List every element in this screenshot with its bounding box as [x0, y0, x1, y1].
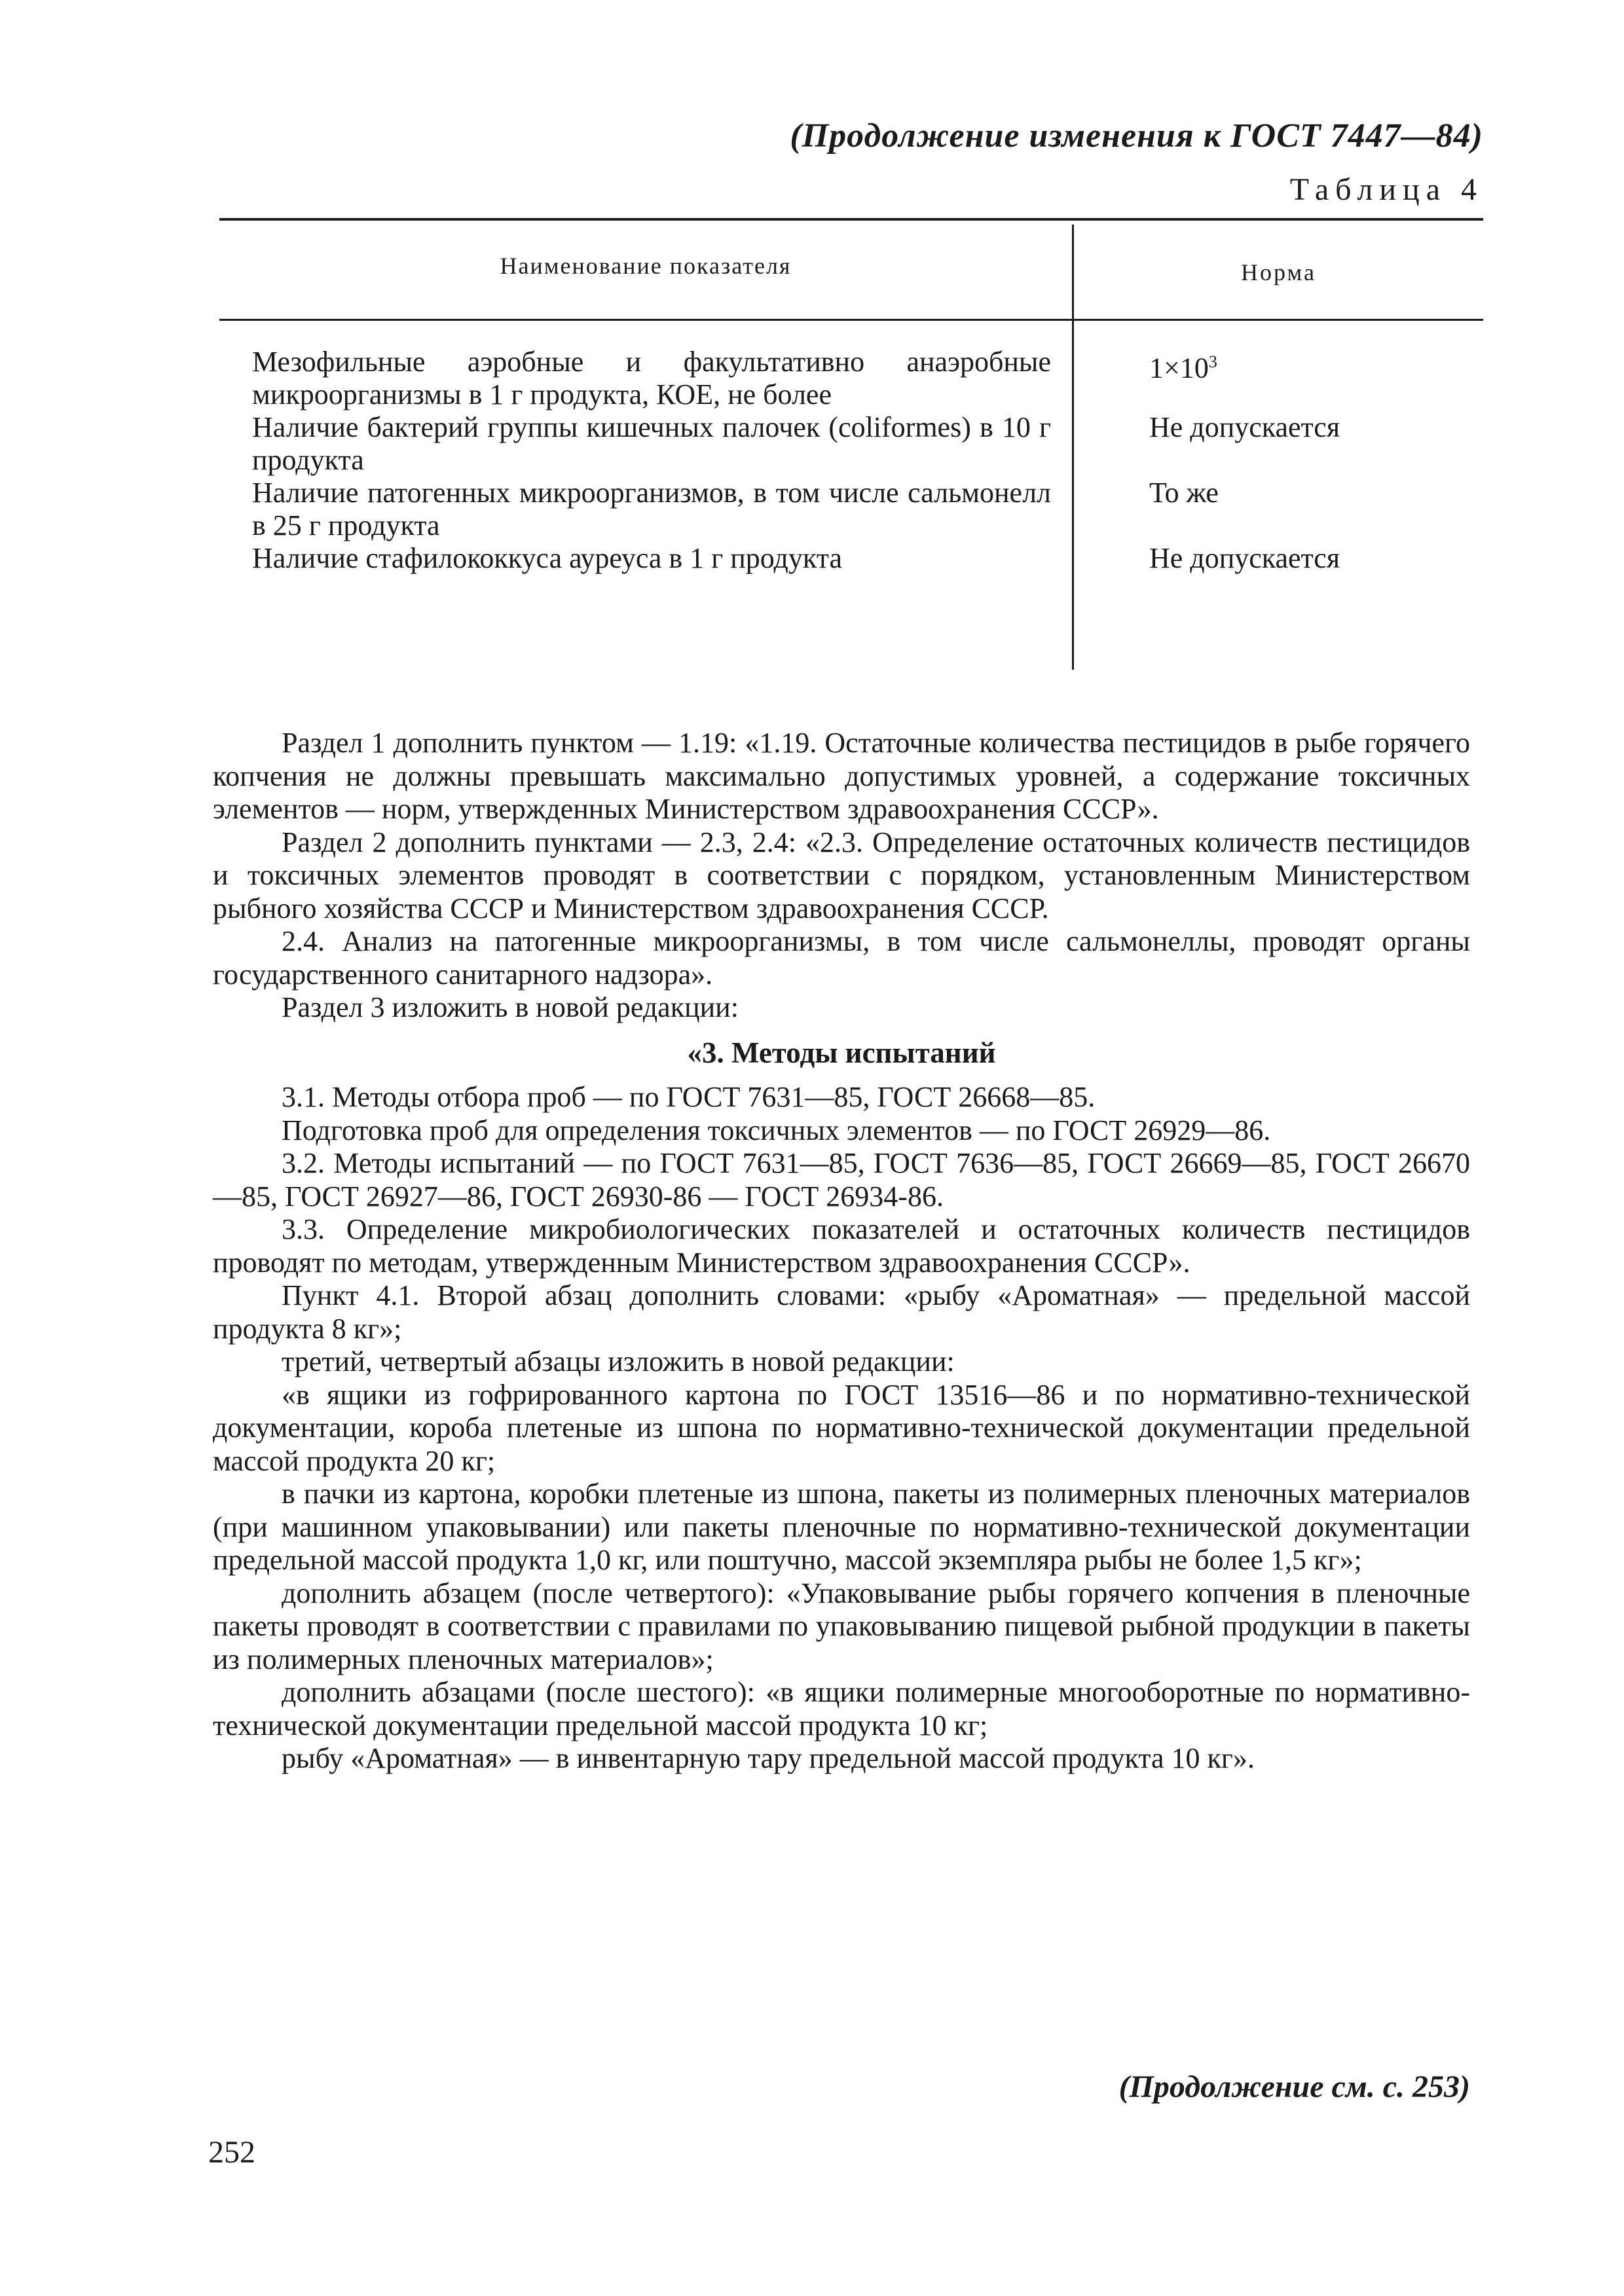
paragraph: Раздел 3 изложить в новой редакции: [282, 991, 739, 1023]
table-row [252, 542, 1340, 575]
norm-base: 1×10 [1149, 352, 1209, 384]
table-label: Таблица 4 [1289, 172, 1483, 207]
continuation-footer: (Продолжение см. с. 253) [1118, 2069, 1470, 2104]
indicator-name: Мезофильные аэробные и факультативно анаэробные микроорганизмы в 1 г продукта, КОЕ, не более [252, 346, 1051, 410]
indicator-name: Наличие бактерий группы кишечных палочек (coliformes) в 10 г продукта [252, 411, 1051, 476]
paragraph: 3.1. Методы отбора проб — по ГОСТ 7631—85, ГОСТ 26668—85. [282, 1081, 1096, 1113]
column-header-name: Наименование показателя [500, 253, 792, 279]
continuation-header: (Продолжение изменения к ГОСТ 7447—84) [790, 117, 1483, 155]
norms-table [219, 218, 1483, 670]
page-number: 252 [208, 2135, 255, 2170]
table-row [252, 477, 1219, 542]
indicator-norm: Не допускается [1149, 542, 1340, 574]
paragraph: 2.4. Анализ на патогенные микроорганизмы, в том числе сальмонеллы, проводят органы государственного санитарного надзора». [213, 925, 1470, 991]
paragraph: дополнить абзацем (после четвертого): «Упаковывание рыбы горячего копчения в пленочные пакеты проводят в соответствии с правилами по упаковыванию пищевой рыбной продукции в пакеты из полимерных пленочных материалов»; [213, 1576, 1470, 1675]
norm-exponent: 3 [1208, 352, 1217, 371]
paragraph: «в ящики из гофрированного картона по ГОСТ 13516—86 и по нормативно-технической документации, короба плетеные из шпона по нормативно-технической документации предельной массой продукта 20 кг; [213, 1378, 1470, 1477]
paragraph: дополнить абзацами (после шестого): «в ящики полимерные многооборотные по нормативно-технической документации предельной массой продукта 10 кг; [213, 1676, 1470, 1741]
indicator-norm: То же [1149, 477, 1219, 509]
paragraph: третий, четвертый абзацы изложить в новой редакции: [282, 1345, 955, 1377]
paragraph: Раздел 2 дополнить пунктами — 2.3, 2.4: «2.3. Определение остаточных количеств пестицидов и токсичных элементов проводят в соответствии с порядком, установленным Министерством рыбного хозяйства СССР и Министерством здравоохранения СССР. [213, 826, 1470, 924]
indicator-name: Наличие стафилококкуса ауреуса в 1 г продукта [252, 542, 843, 574]
paragraph: в пачки из картона, коробки плетеные из шпона, пакеты из полимерных пленочных материалов (при машинном упаковывании) или пакеты пленочные по нормативно-технической документации предельной массой продукта 1,0 кг, или поштучно, массой экземпляра рыбы не более 1,5 кг»; [213, 1478, 1470, 1576]
paragraph: 3.2. Методы испытаний — по ГОСТ 7631—85, ГОСТ 7636—85, ГОСТ 26669—85, ГОСТ 26670—85, ГОСТ 26927—86, ГОСТ 26930-86 — ГОСТ 26934-86. [213, 1147, 1470, 1212]
indicator-norm: Не допускается [1149, 411, 1340, 443]
table-header-rule [219, 319, 1483, 321]
body-text [213, 727, 1470, 1776]
indicator-name: Наличие патогенных микроорганизмов, в том числе сальмонелл в 25 г продукта [252, 477, 1051, 541]
column-header-norm: Норма [1241, 259, 1316, 285]
paragraph: 3.3. Определение микробиологических показателей и остаточных количеств пестицидов проводят по методам, утвержденным Министерством здравоохранения СССР». [213, 1213, 1470, 1279]
paragraph: Раздел 1 дополнить пунктом — 1.19: «1.19. Остаточные количества пестицидов в рыбе горячего копчения не должны превышать максимально допустимых уровней, а содержание токсичных элементов — норм, утвержденных Министерством здравоохранения СССР». [213, 727, 1470, 825]
section-heading: «3. Методы испытаний [687, 1036, 996, 1069]
indicator-norm [1149, 346, 1217, 385]
table-row [252, 411, 1340, 477]
paragraph: Подготовка проб для определения токсичных элементов — по ГОСТ 26929—86. [282, 1114, 1271, 1146]
paragraph: рыбу «Ароматная» — в инвентарную тару предельной массой продукта 10 кг». [282, 1742, 1255, 1774]
table-column-divider [1072, 225, 1074, 670]
table-top-rule [219, 218, 1483, 221]
paragraph: Пункт 4.1. Второй абзац дополнить словами: «рыбу «Ароматная» — предельной массой продукта 8 кг»; [213, 1279, 1470, 1345]
